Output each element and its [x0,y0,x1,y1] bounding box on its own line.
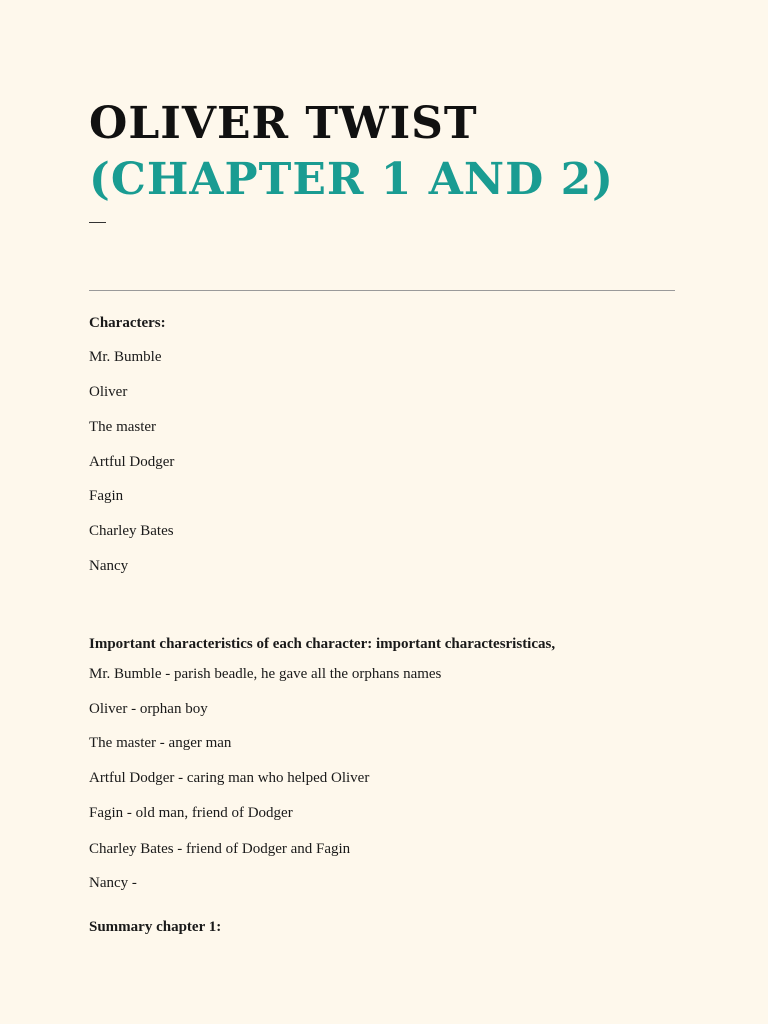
characteristic-item: Mr. Bumble - parish beadle, he gave all the orphans names [89,666,442,682]
character-item: Nancy [89,558,129,574]
characteristic-item: Oliver - orphan boy [89,701,208,717]
characters-heading: Characters: [89,315,166,331]
character-item: Oliver [89,384,128,400]
document-title: OLIVER TWIST [89,98,478,149]
characteristic-item: The master - anger man [89,735,232,751]
title-dash [89,222,106,223]
horizontal-rule [89,290,675,291]
characteristic-item: Charley Bates - friend of Dodger and Fagin [89,841,351,857]
character-item: Artful Dodger [89,454,175,470]
summary-heading: Summary chapter 1: [89,919,222,935]
character-item: Fagin [89,488,124,504]
document-subtitle: (CHAPTER 1 AND 2) [89,154,614,205]
characteristic-item: Artful Dodger - caring man who helped Oliver [89,770,370,786]
character-item: The master [89,419,157,435]
characteristic-item: Nancy - [89,875,137,891]
characteristic-item: Fagin - old man, friend of Dodger [89,805,293,821]
character-item: Mr. Bumble [89,349,162,365]
characteristics-heading: Important characteristics of each character: important charactesristicas, [89,636,556,652]
character-item: Charley Bates [89,523,174,539]
